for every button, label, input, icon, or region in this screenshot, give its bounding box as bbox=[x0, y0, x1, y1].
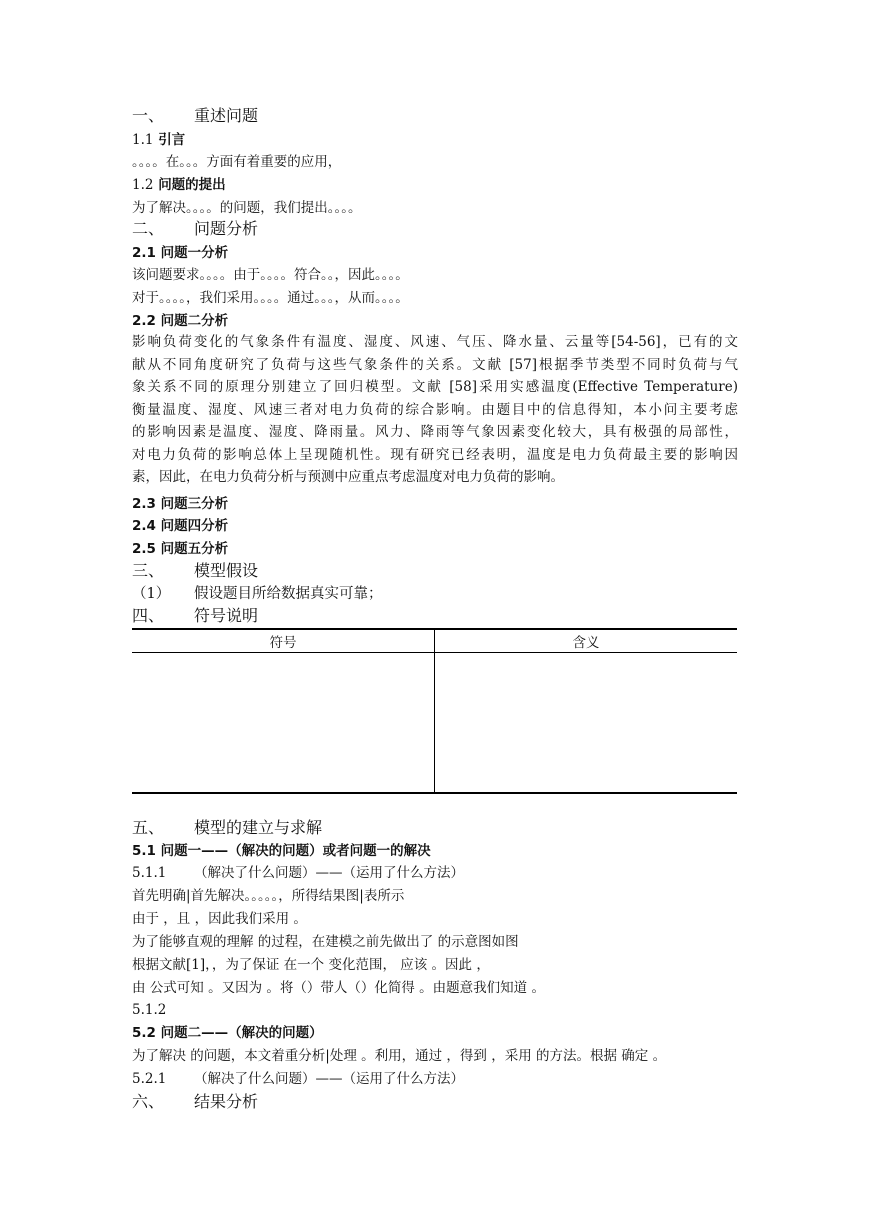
assumption-item bbox=[132, 584, 383, 604]
subsubsection-title: （解决了什么问题）——（运用了什么方法） bbox=[194, 1071, 464, 1087]
subsection-2-3-heading: 2.3 问题三分析 bbox=[132, 496, 229, 512]
subsubsection-number: 5.1.1 bbox=[132, 865, 167, 881]
subsection-2-4-heading: 2.4 问题四分析 bbox=[132, 518, 229, 534]
section-number: 六、 bbox=[132, 1092, 165, 1111]
table-header-symbol: 符号 bbox=[132, 629, 435, 653]
problem-2-paragraph bbox=[132, 331, 738, 489]
subsubsection-5-2-1-heading bbox=[132, 1069, 464, 1089]
solution-line: 首先明确|首先解决。。。。。，所得结果图|表所示 bbox=[132, 888, 405, 904]
section-2-heading bbox=[132, 218, 258, 240]
subsubsection-5-1-1-heading bbox=[132, 863, 464, 883]
problem-2-text: 为了解决 的问题，本文着重分析|处理 。利用，通过 ，得到 ，采用 的方法。根据 确定 。 bbox=[132, 1048, 667, 1064]
intro-text: 。。。。在。。。方面有着重要的应用， bbox=[132, 154, 342, 170]
paragraph-line: 对电力负荷的影响总体上呈现随机性。现有研究已经表明，温度是电力负荷最主要的影响因 bbox=[132, 446, 738, 463]
paragraph-line: 衡量温度、湿度、风速三者对电力负荷的综合影响。由题目中的信息得知，本小问主要考虑 bbox=[132, 401, 738, 418]
paragraph-line: 素，因此，在电力负荷分析与预测中应重点考虑温度对电力负荷的影响。 bbox=[132, 469, 564, 485]
subsection-2-1-heading: 2.1 问题一分析 bbox=[132, 245, 229, 261]
section-number: 四、 bbox=[132, 606, 165, 625]
table-row bbox=[132, 653, 737, 794]
subsubsection-number: 5.2.1 bbox=[132, 1071, 167, 1087]
paragraph-line: 影响负荷变化的气象条件有温度、湿度、风速、气压、降水量、云量等[54-56]，已有的文 bbox=[132, 334, 738, 350]
subsection-5-1-heading: 5.1 问题一——（解决的问题）或者问题一的解决 bbox=[132, 843, 431, 859]
solution-line: 由 公式可知 。又因为 。将（）带人（）化简得 。由题意我们知道 。 bbox=[132, 980, 545, 996]
section-number: 二、 bbox=[132, 219, 165, 238]
problem-text: 为了解决。。。。的问题，我们提出。。。。 bbox=[132, 200, 362, 216]
subsection-1-1-heading bbox=[132, 130, 185, 150]
section-5-heading bbox=[132, 817, 322, 839]
section-title: 重述问题 bbox=[194, 106, 259, 125]
subsection-title: 问题的提出 bbox=[158, 177, 226, 193]
assumption-text: 假设题目所给数据真实可靠； bbox=[194, 586, 383, 602]
subsection-number: 1.1 bbox=[132, 132, 154, 148]
section-title: 结果分析 bbox=[194, 1092, 259, 1111]
table-cell-meaning bbox=[435, 653, 738, 794]
section-number: 三、 bbox=[132, 561, 165, 580]
analysis-text-2: 对于。。。。，我们采用。。。。通过。。。，从而。。。。 bbox=[132, 290, 409, 306]
section-3-heading bbox=[132, 560, 258, 582]
subsection-5-2-heading: 5.2 问题二——（解决的问题） bbox=[132, 1025, 323, 1041]
section-title: 符号说明 bbox=[194, 606, 259, 625]
subsubsection-5-1-2-heading: 5.1.2 bbox=[132, 1002, 167, 1018]
paragraph-line: 的影响因素是温度、湿度、降雨量。风力、降雨等气象因素变化较大，具有极强的局部性， bbox=[132, 424, 738, 440]
solution-line: 根据文献[1]，，为了保证 在一个 变化范围， 应该 。因此 ， bbox=[132, 957, 490, 973]
solution-line: 由于 ，且 ，因此我们采用 。 bbox=[132, 911, 307, 927]
subsection-1-2-heading bbox=[132, 175, 226, 195]
section-number: 一、 bbox=[132, 106, 165, 125]
table-cell-symbol bbox=[132, 653, 435, 794]
section-4-heading bbox=[132, 605, 258, 627]
paragraph-line: 象关系不同的原理分别建立了回归模型。文献 [58]采用实感温度(Effective Temperature) bbox=[132, 379, 738, 395]
paragraph-line: 献从不同角度研究了负荷与这些气象条件的关系。文献 [57]根据季节类型不同时负荷与气 bbox=[132, 356, 738, 373]
assumption-number: （1） bbox=[132, 586, 171, 602]
table-header-meaning: 含义 bbox=[435, 629, 738, 653]
subsection-number: 1.2 bbox=[132, 177, 154, 193]
subsection-title: 引言 bbox=[158, 132, 186, 148]
table-header-row bbox=[132, 629, 737, 653]
section-6-heading bbox=[132, 1091, 258, 1113]
subsubsection-title: （解决了什么问题）——（运用了什么方法） bbox=[194, 865, 464, 881]
section-title: 问题分析 bbox=[194, 219, 259, 238]
section-number: 五、 bbox=[132, 818, 165, 837]
subsection-2-5-heading: 2.5 问题五分析 bbox=[132, 541, 229, 557]
section-1-heading bbox=[132, 105, 258, 127]
section-title: 模型假设 bbox=[194, 561, 259, 580]
section-title: 模型的建立与求解 bbox=[194, 818, 323, 837]
subsection-2-2-heading: 2.2 问题二分析 bbox=[132, 313, 229, 329]
analysis-text-1: 该问题要求。。。。由于。。。。符合。。，因此。。。。 bbox=[132, 267, 409, 283]
symbol-table bbox=[132, 628, 737, 794]
solution-line: 为了能够直观的理解 的过程，在建模之前先做出了 的示意图如图 bbox=[132, 934, 519, 950]
